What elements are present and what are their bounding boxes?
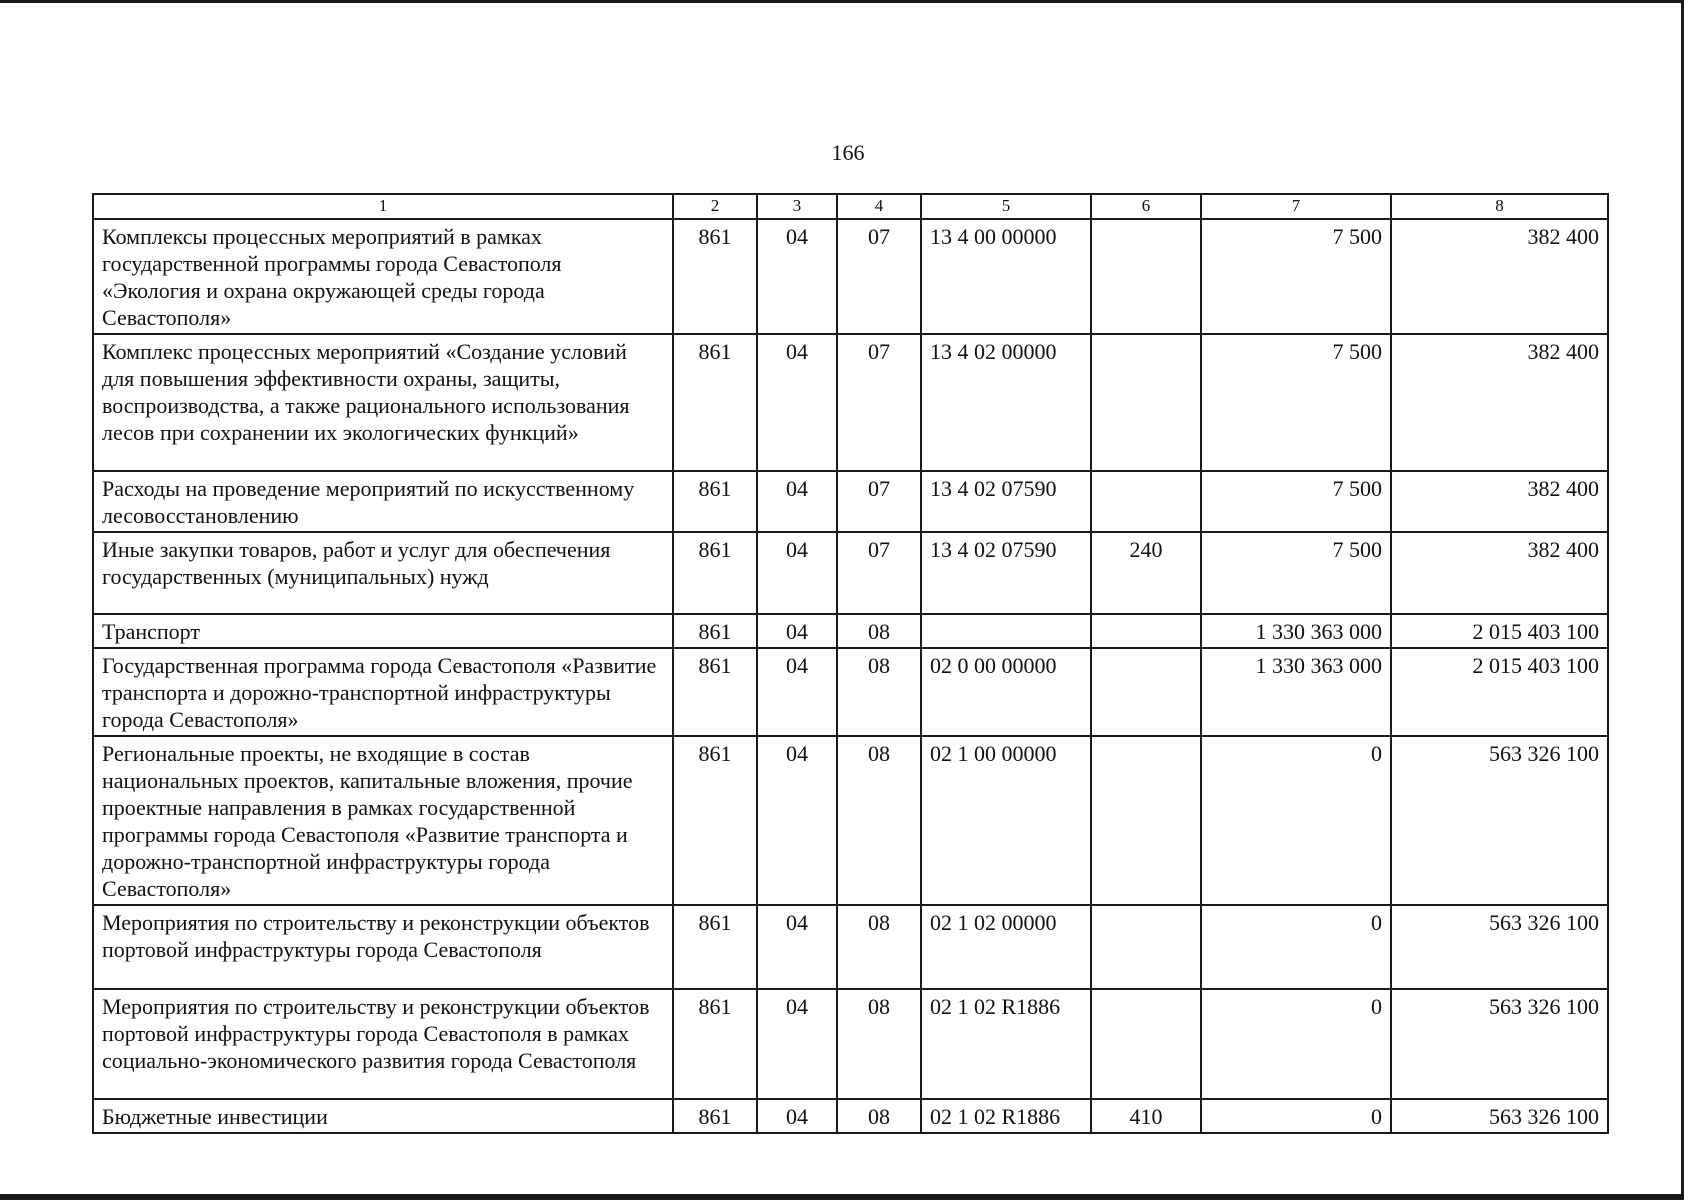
cell-col5: 13 4 02 00000 [921,334,1091,471]
cell-col5: 13 4 02 07590 [921,532,1091,614]
table-row [93,989,1608,1099]
cell-col3: 04 [757,989,837,1099]
cell-col2: 861 [673,532,757,614]
cell-col3: 04 [757,614,837,648]
cell-col7: 0 [1201,989,1391,1099]
column-header: 1 [93,194,673,219]
row-name: Мероприятия по строительству и реконструкции объектов портовой инфраструктуры города Севастополя [93,905,673,989]
row-name: Государственная программа города Севастополя «Развитие транспорта и дорожно-транспортной инфраструктуры города Севастополя» [93,648,673,736]
cell-col2: 861 [673,989,757,1099]
row-name: Комплекс процессных мероприятий «Создание условий для повышения эффективности охраны, защиты, воспроизводства, а также рационального использования лесов при сохранении их экологических функций» [93,334,673,471]
cell-col2: 861 [673,471,757,532]
cell-col7: 7 500 [1201,334,1391,471]
cell-col4: 07 [837,334,921,471]
column-header: 2 [673,194,757,219]
cell-col2: 861 [673,219,757,334]
cell-col8: 2 015 403 100 [1391,614,1608,648]
column-header: 3 [757,194,837,219]
cell-col8: 382 400 [1391,219,1608,334]
cell-col3: 04 [757,736,837,905]
cell-col2: 861 [673,334,757,471]
cell-col5: 02 0 00 00000 [921,648,1091,736]
cell-col4: 08 [837,989,921,1099]
cell-col3: 04 [757,1099,837,1133]
table-row [93,1099,1608,1133]
cell-col8: 563 326 100 [1391,989,1608,1099]
cell-col3: 04 [757,532,837,614]
cell-col5: 13 4 00 00000 [921,219,1091,334]
cell-col8: 563 326 100 [1391,1099,1608,1133]
table-row [93,219,1608,334]
table-row [93,905,1608,989]
cell-col2: 861 [673,648,757,736]
cell-col4: 07 [837,219,921,334]
cell-col3: 04 [757,648,837,736]
column-header: 7 [1201,194,1391,219]
table-row [93,736,1608,905]
cell-col6 [1091,905,1201,989]
table-row [93,648,1608,736]
cell-col2: 861 [673,1099,757,1133]
scan-edge-top [0,0,1684,3]
cell-col4: 08 [837,1099,921,1133]
cell-col8: 563 326 100 [1391,905,1608,989]
cell-col3: 04 [757,905,837,989]
cell-col8: 382 400 [1391,471,1608,532]
cell-col3: 04 [757,471,837,532]
cell-col8: 382 400 [1391,532,1608,614]
cell-col6 [1091,219,1201,334]
cell-col6 [1091,736,1201,905]
cell-col5: 13 4 02 07590 [921,471,1091,532]
row-name: Иные закупки товаров, работ и услуг для обеспечения государственных (муниципальных) нужд [93,532,673,614]
table-row [93,532,1608,614]
row-name: Мероприятия по строительству и реконструкции объектов портовой инфраструктуры города Севастополя в рамках социально-экономического развития города Севастополя [93,989,673,1099]
cell-col6: 240 [1091,532,1201,614]
row-name: Транспорт [93,614,673,648]
row-name: Бюджетные инвестиции [93,1099,673,1133]
budget-table [92,193,1609,1134]
cell-col5: 02 1 00 00000 [921,736,1091,905]
cell-col5 [921,614,1091,648]
cell-col3: 04 [757,334,837,471]
cell-col7: 0 [1201,905,1391,989]
cell-col7: 0 [1201,1099,1391,1133]
cell-col6 [1091,614,1201,648]
cell-col6 [1091,648,1201,736]
cell-col4: 08 [837,905,921,989]
column-header: 5 [921,194,1091,219]
cell-col2: 861 [673,736,757,905]
column-header: 6 [1091,194,1201,219]
cell-col6 [1091,334,1201,471]
cell-col8: 563 326 100 [1391,736,1608,905]
cell-col6 [1091,989,1201,1099]
cell-col5: 02 1 02 R1886 [921,989,1091,1099]
cell-col3: 04 [757,219,837,334]
cell-col2: 861 [673,905,757,989]
column-header: 4 [837,194,921,219]
cell-col4: 07 [837,471,921,532]
cell-col8: 2 015 403 100 [1391,648,1608,736]
cell-col7: 7 500 [1201,532,1391,614]
cell-col7: 1 330 363 000 [1201,614,1391,648]
cell-col6: 410 [1091,1099,1201,1133]
table-row [93,471,1608,532]
cell-col8: 382 400 [1391,334,1608,471]
cell-col4: 08 [837,614,921,648]
header-row [93,194,1608,219]
cell-col5: 02 1 02 R1886 [921,1099,1091,1133]
row-name: Региональные проекты, не входящие в состав национальных проектов, капитальные вложения, прочие проектные направления в рамках государственной программы города Севастополя «Развитие транспорта и дорожно-транспортной инфраструктуры города Севастополя» [93,736,673,905]
cell-col4: 08 [837,648,921,736]
table-row [93,334,1608,471]
table-row [93,614,1608,648]
cell-col6 [1091,471,1201,532]
column-header: 8 [1391,194,1608,219]
scan-edge-bottom [0,1194,1684,1200]
page-number: 166 [831,140,865,165]
cell-col2: 861 [673,614,757,648]
cell-col7: 7 500 [1201,219,1391,334]
row-name: Расходы на проведение мероприятий по искусственному лесовосстановлению [93,471,673,532]
cell-col7: 0 [1201,736,1391,905]
cell-col4: 08 [837,736,921,905]
row-name: Комплексы процессных мероприятий в рамках государственной программы города Севастополя «Экология и охрана окружающей среды города Севастополя» [93,219,673,334]
cell-col7: 1 330 363 000 [1201,648,1391,736]
cell-col7: 7 500 [1201,471,1391,532]
cell-col4: 07 [837,532,921,614]
cell-col5: 02 1 02 00000 [921,905,1091,989]
